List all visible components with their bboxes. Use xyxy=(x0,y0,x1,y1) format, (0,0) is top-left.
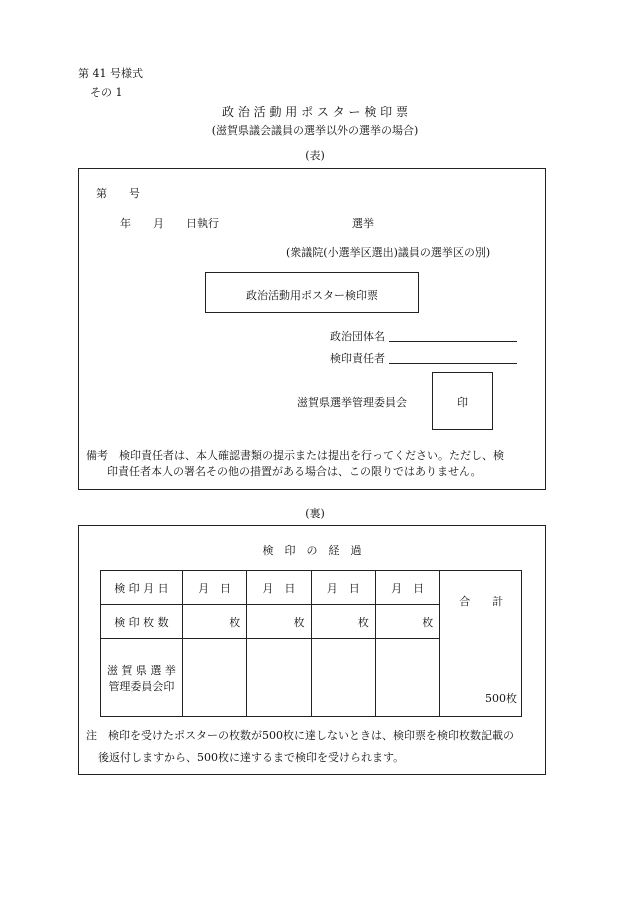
org-name-label: 政治団体名 xyxy=(330,330,385,343)
date-cell[interactable]: 月 日 xyxy=(375,571,439,605)
stamp-history-table xyxy=(100,570,522,717)
date-cell[interactable]: 月 日 xyxy=(247,571,311,605)
seal-cell[interactable] xyxy=(375,639,439,717)
date-cell[interactable]: 月 日 xyxy=(182,571,246,605)
count-cell[interactable]: 枚 xyxy=(247,605,311,639)
row-label-seal-line-2: 管理委員会印 xyxy=(108,679,175,693)
row-label-count: 検 印 枚 数 xyxy=(101,605,183,639)
row-label-seal-line-1: 滋 賀 県 選 挙 xyxy=(106,663,176,677)
row-label-seal xyxy=(101,639,183,717)
page-subtitle: (滋賀県議会議員の選挙以外の選挙の場合) xyxy=(211,124,419,137)
seal-label: 印 xyxy=(457,396,468,409)
remark-line-1: 備考 検印責任者は、本人確認書類の提示または提出を行ってください。ただし、検 xyxy=(86,449,504,462)
back-heading: 検 印 の 経 過 xyxy=(262,544,362,557)
committee-label: 滋賀県選挙管理委員会 xyxy=(297,396,407,409)
seal-cell[interactable] xyxy=(247,639,311,717)
note-line-1: 注 検印を受けたポスターの枚数が500枚に達しないときは、検印票を検印枚数記載の xyxy=(86,729,514,742)
date-row xyxy=(101,571,522,605)
page-title: 政 治 活 動 用 ポ ス タ ー 検 印 票 xyxy=(222,105,408,119)
ticket-name: 政治活動用ポスター検印票 xyxy=(246,289,378,302)
election-label: 選挙 xyxy=(352,217,374,230)
form-sub-number: その 1 xyxy=(90,86,123,99)
form-number: 第 41 号様式 xyxy=(78,67,143,80)
total-cell xyxy=(440,571,522,717)
stamp-person-field[interactable] xyxy=(389,363,517,364)
front-side-label: (表) xyxy=(305,149,325,162)
date-cell[interactable]: 月 日 xyxy=(311,571,375,605)
seal-cell[interactable] xyxy=(311,639,375,717)
row-label-date: 検 印 月 日 xyxy=(101,571,183,605)
org-name-field[interactable] xyxy=(389,341,517,342)
number-label: 第 号 xyxy=(96,187,140,200)
seal-cell[interactable] xyxy=(182,639,246,717)
note-line-2: 後返付しますから、500枚に達するまで検印を受けられます。 xyxy=(98,751,405,764)
back-side-label: (裏) xyxy=(305,507,325,520)
count-cell[interactable]: 枚 xyxy=(311,605,375,639)
stamp-person-label: 検印責任者 xyxy=(330,352,385,365)
count-cell[interactable]: 枚 xyxy=(182,605,246,639)
count-cell[interactable]: 枚 xyxy=(375,605,439,639)
execution-date-label: 年 月 日執行 xyxy=(120,217,219,230)
total-label: 合 計 xyxy=(459,595,504,608)
district-note: (衆議院(小選挙区選出)議員の選挙区の別) xyxy=(286,246,491,259)
total-value: 500枚 xyxy=(485,692,517,705)
remark-line-2: 印責任者本人の署名その他の措置がある場合は、この限りではありません。 xyxy=(107,465,482,478)
